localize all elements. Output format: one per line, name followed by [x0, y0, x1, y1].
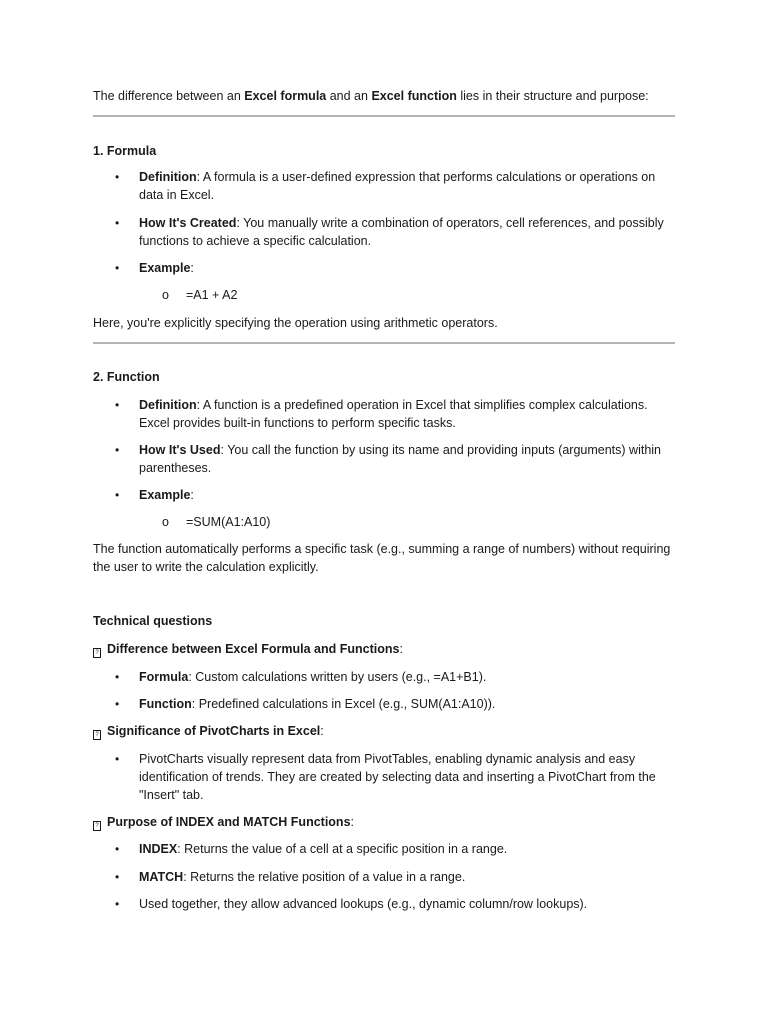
function-note: The function automatically performs a specific task (e.g., summing a range of numbers) without requiring the user to write the calculation explicitly.	[93, 542, 671, 574]
bullet-icon: •	[115, 697, 120, 711]
bullet-icon: •	[115, 488, 120, 502]
horizontal-rule	[93, 342, 675, 344]
bullet-icon: •	[115, 443, 120, 457]
section-heading-function: 2. Function	[93, 370, 160, 384]
technical-questions-heading: Technical questions	[93, 614, 213, 628]
missing-glyph-icon: ?	[93, 821, 101, 831]
intro-bold-formula: Excel formula	[244, 89, 327, 103]
horizontal-rule	[93, 115, 675, 117]
question-heading: ? Significance of PivotCharts in Excel:	[93, 722, 324, 740]
intro-text: The difference between an	[93, 89, 245, 103]
intro-sentence	[93, 87, 649, 105]
document-page: The difference between an Excel formula and an Excel function lies in their structure and purpose: 1. Formula • Definition: A formula is a user-defined expression that performs calculations or operations on data in Excel. • How It's Created: You manually write a combination of operators, cell references, and possibly functions to achieve a specific calculation. • Example: o =A1 + A2 Here, you're explicitly specifying the operation using arithmetic operators. 2. Function • Definition: A function is a predefined operation in Excel that simplifies complex calculations. Excel provides built-in functions to perform specific tasks. • How It's Used: You call the function by using its name and providing inputs (arguments) within parentheses. • Example: o =SUM(A1:A10) The function automatically performs a specific task (e.g., summing a range of numbers) without requiring the user to write the calculation explicitly. Technical questions ? Difference between Excel Formula and Functions: • Formula: Custom calculations written by users (e.g., =A1+B1). • Function: Predefined calculations in Excel (e.g., SUM(A1:A10)). ? Significance of PivotCharts in Excel: • PivotCharts visually represent data from PivotTables, enabling dynamic analysis and easy identification of trends. They are created by selecting data and inserting a PivotChart from the "Insert" tab. ? Purpose of INDEX and MATCH Functions: • INDEX: Returns the value of a cell at a specific position in a range. • MATCH: Returns the relative position of a value in a range. • Used together, they allow advanced lookups (e.g., dynamic column/row lookups).	[93, 0, 675, 1024]
bullet-icon: •	[115, 398, 120, 412]
question-heading: ? Difference between Excel Formula and Functions:	[93, 640, 403, 658]
intro-text: and an	[326, 89, 372, 103]
sub-bullet-marker: o	[162, 288, 169, 302]
bullet-icon: •	[115, 752, 120, 766]
question-heading: ? Purpose of INDEX and MATCH Functions:	[93, 813, 354, 831]
sub-bullet-marker: o	[162, 515, 169, 529]
bullet-icon: •	[115, 842, 120, 856]
intro-text: lies in their structure and purpose:	[456, 89, 649, 103]
bullet-icon: •	[115, 261, 120, 275]
bullet-icon: •	[115, 897, 120, 911]
missing-glyph-icon: ?	[93, 648, 101, 658]
bullet-icon: •	[115, 216, 120, 230]
missing-glyph-icon: ?	[93, 730, 101, 740]
bullet-icon: •	[115, 870, 120, 884]
bullet-icon: •	[115, 670, 120, 684]
section-heading-formula: 1. Formula	[93, 144, 157, 158]
bullet-icon: •	[115, 170, 120, 184]
intro-bold-function: Excel function	[371, 89, 457, 103]
function-example: =SUM(A1:A10)	[186, 515, 271, 529]
formula-example: =A1 + A2	[186, 288, 238, 302]
formula-note: Here, you're explicitly specifying the operation using arithmetic operators.	[93, 316, 498, 330]
